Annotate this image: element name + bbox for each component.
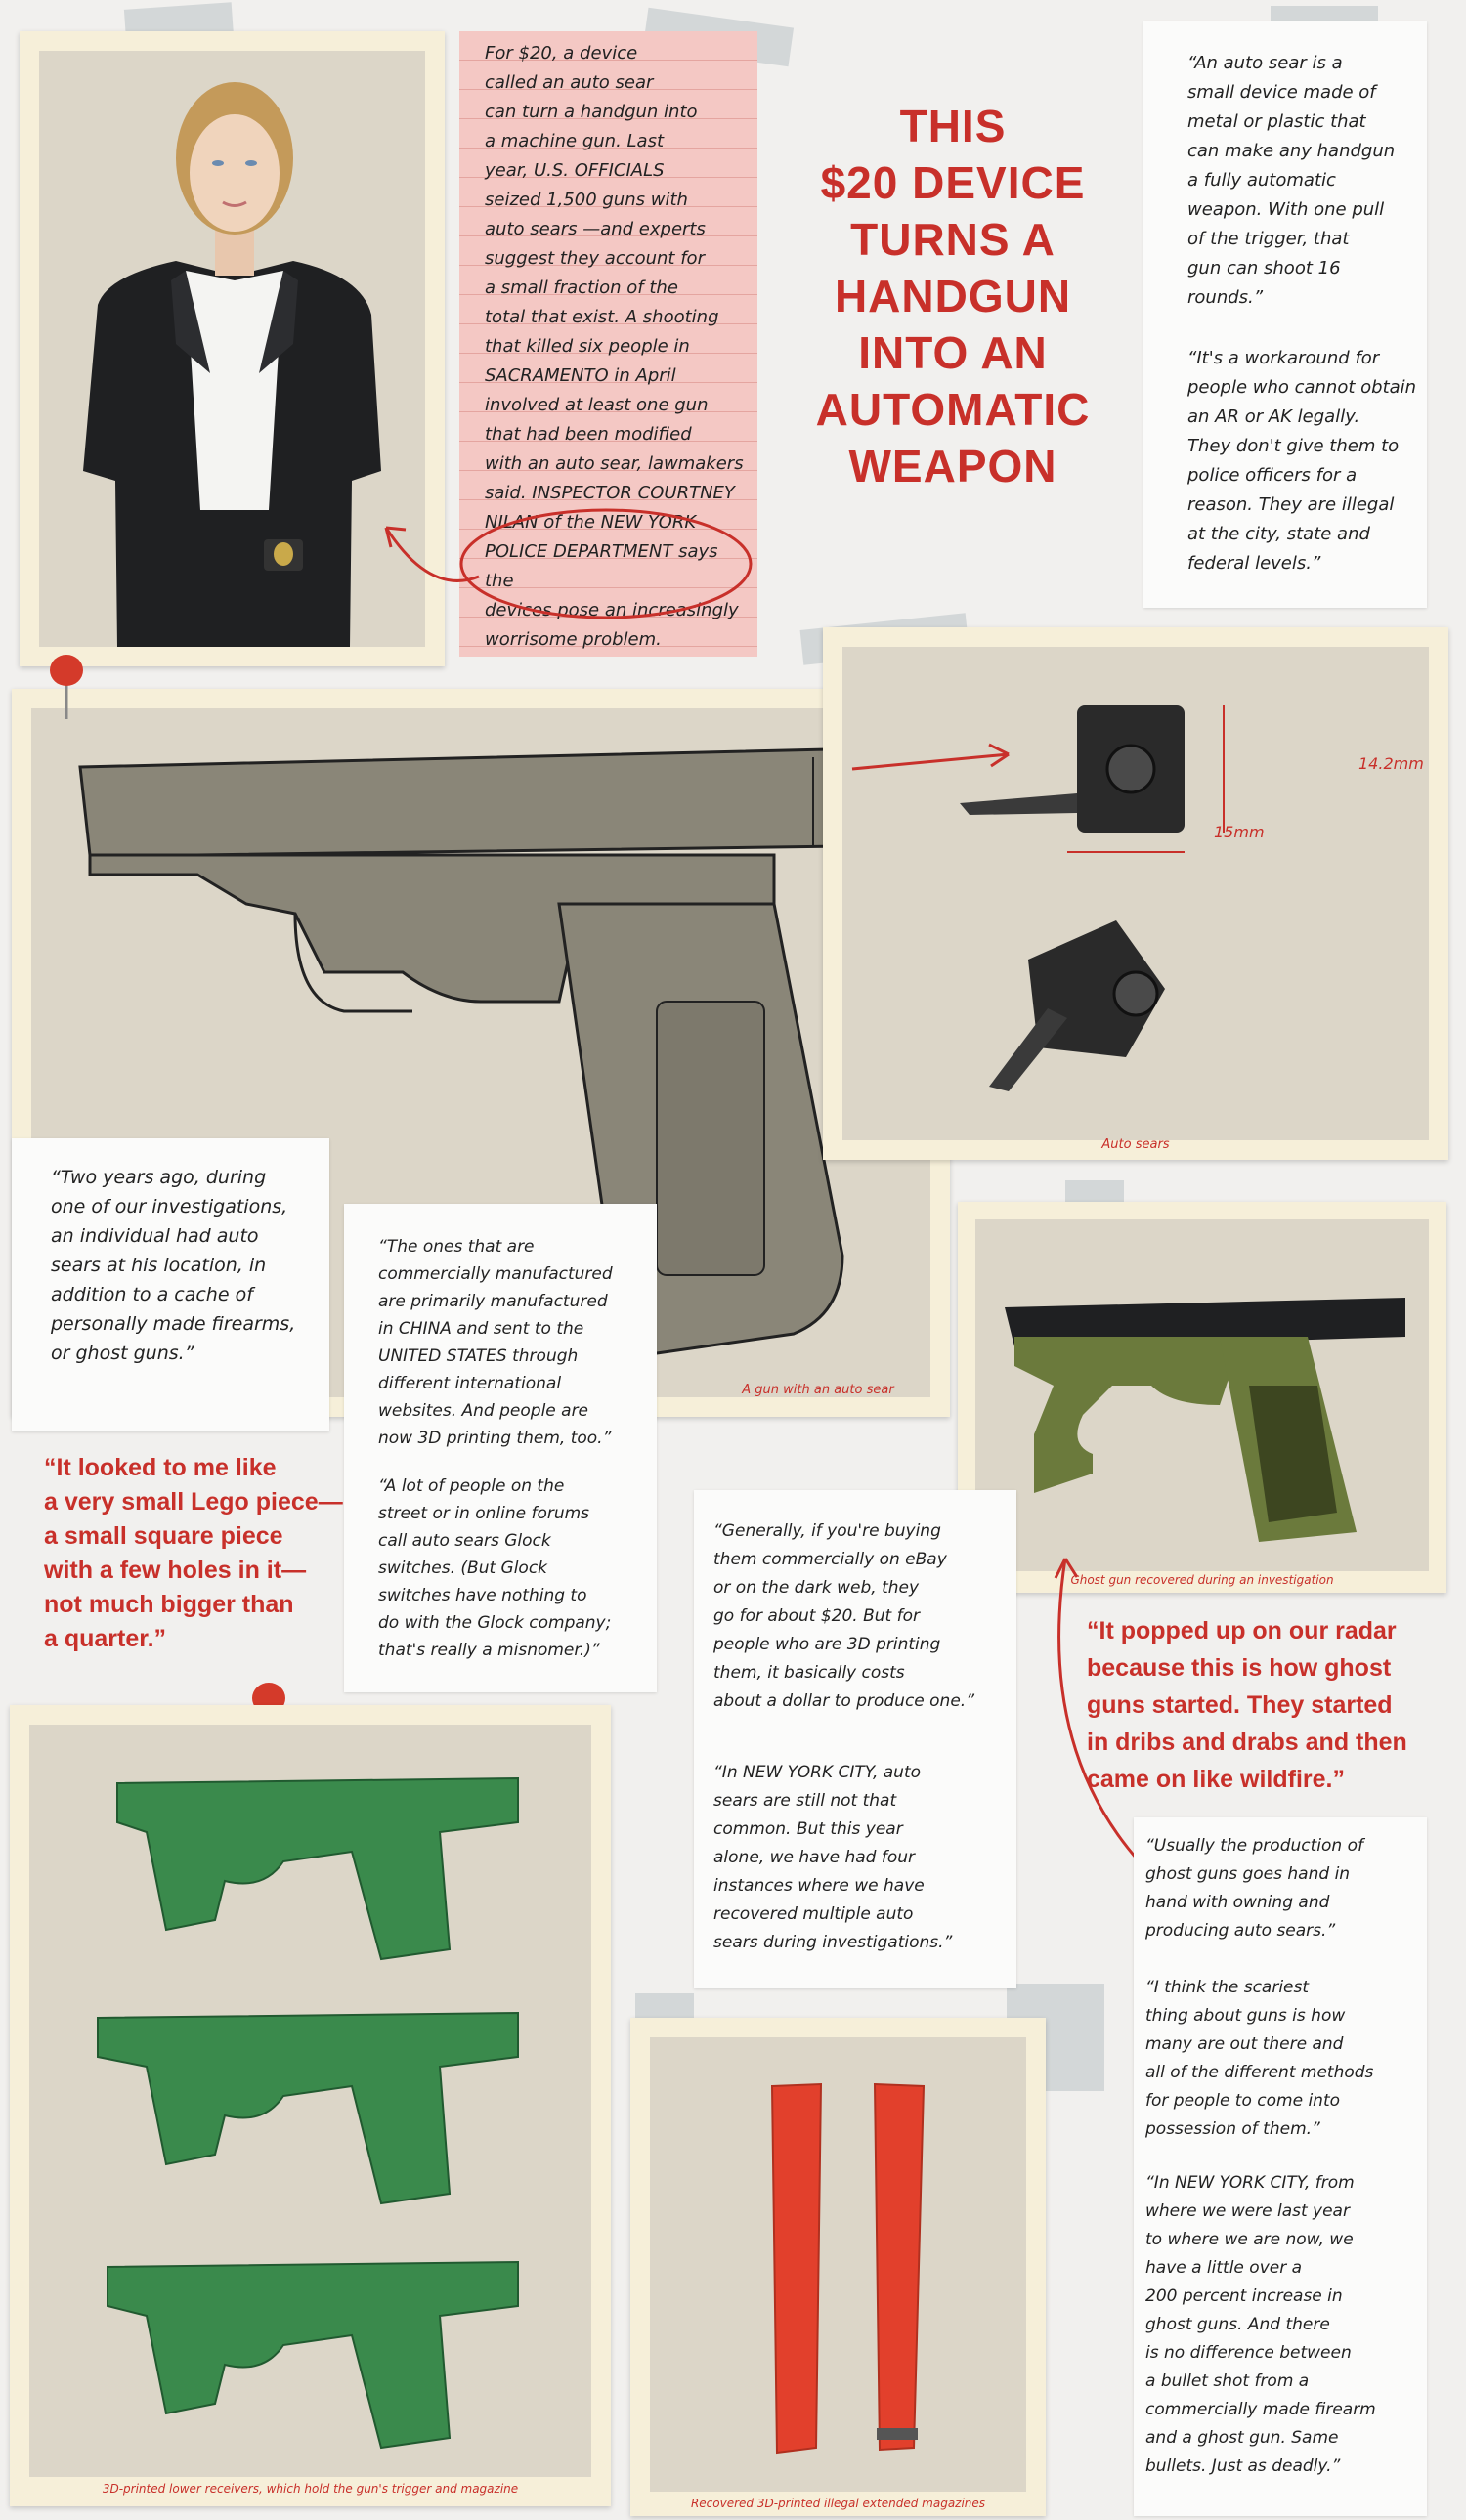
quote-generally-text: “Generally, if you're buying them commercially on eBay or on the dark web, they go for about $20. But for people who are 3D printing them, it basically costs about a dollar to produce one.” (713, 1521, 974, 1711)
quote-card-generally (694, 1490, 1016, 1988)
caption-receivers: 3D-printed lower receivers, which hold the gun's trigger and magazine (102, 2482, 519, 2496)
inspector-portrait-illustration (39, 51, 425, 647)
quote-two-years-text: “Two years ago, during one of our investigations, an individual had auto sears at his location, in addition to a cache of personally made firearms, or ghost guns.” (51, 1167, 296, 1364)
receivers-illustration (29, 1725, 591, 2477)
dimension-height: 14.2mm (1358, 754, 1424, 773)
quote-scariest-text: “I think the scariest thing about guns is how many are out there and all of the different methods for people to come into possession of them.” (1145, 1978, 1374, 2139)
caption-magazines: Recovered 3D-printed illegal extended magazines (690, 2497, 986, 2510)
quote-commercial-text: “The ones that are commercially manufactured are primarily manufactured in CHINA and sent to the UNITED STATES through different international websites. And people are now 3D printing them, too.” (378, 1237, 613, 1448)
intro-note (459, 31, 757, 657)
intro-note-text: For $20, a device called an auto sear can turn a handgun into a machine gun. Last year, U.S. OFFICIALS seized 1,500 guns with auto sears —and experts suggest they account for a small fraction of the total that exist. A shooting that killed six people in SACRAMENTO in April involved at least one gun that had been modified with an auto sear, lawmakers said. INSPECTOR COURTNEY NILAN of the NEW YORK POLICE DEPARTMENT says the devices pose an increasingly worrisome problem. (485, 43, 744, 650)
ghost-gun-photo (958, 1202, 1446, 1593)
push-pin-icon (47, 653, 86, 721)
quote-lego: “It looked to me like a very small Lego piece— a small square piece with a few holes in it— not much bigger than a quarter.” (44, 1454, 343, 1652)
quote-card-two-years (12, 1138, 329, 1431)
quote-card-commercial (344, 1204, 657, 1692)
magazines-photo (630, 2018, 1046, 2516)
dimension-width: 15mm (1214, 823, 1265, 841)
receivers-photo (10, 1705, 611, 2506)
caption-gun: A gun with an auto sear (742, 1383, 894, 1397)
caption-sears: Auto sears (1101, 1137, 1170, 1152)
auto-sears-illustration (842, 647, 1429, 1140)
quote-nyc-sears-text: “In NEW YORK CITY, auto sears are still not that common. But this year alone, we have had four instances where we have recovered multiple auto sears during investigations.” (713, 1763, 953, 1952)
caption-ghost-gun: Ghost gun recovered during an investigation (1070, 1573, 1334, 1587)
headline: THIS $20 DEVICE TURNS A HANDGUN INTO AN AUTOMATIC WEAPON (815, 101, 1091, 491)
quote-card-top-right (1143, 21, 1427, 608)
quote-card-bottom-right (1134, 1817, 1427, 2516)
quote-usually-text: “Usually the production of ghost guns goes hand in hand with owning and producing auto sears.” (1145, 1836, 1363, 1941)
quote-radar: “It popped up on our radar because this is how ghost guns started. They started in dribs and drabs and then came on like wildfire.” (1087, 1617, 1407, 1793)
quote-glock-switch-text: “A lot of people on the street or in online forums call auto sears Glock switches. (But Glock switches have nothing to do with the Glock company; that's really a misnomer.)” (378, 1476, 612, 1660)
auto-sears-photo (823, 627, 1448, 1160)
highlight-circle (459, 491, 757, 637)
arrow-icon (371, 508, 498, 606)
magazines-illustration (650, 2037, 1026, 2492)
quote-auto-sear-definition: “An auto sear is a small device made of metal or plastic that can make any handgun a fully automatic weapon. With one pull of the trigger, that gun can shoot 16 rounds.” (1187, 53, 1396, 308)
quote-nyc-increase-text: “In NEW YORK CITY, from where we were last year to where we are now, we have a little over a 200 percent increase in ghost guns. And there is no difference between a bullet shot from a commercially made firearm and a ghost gun. Same bullets. Just as deadly.” (1145, 2173, 1376, 2476)
ghost-gun-illustration (975, 1219, 1429, 1571)
quote-workaround: “It's a workaround for people who cannot obtain an AR or AK legally. They don't give them to police officers for a reason. They are illegal at the city, state and federal levels.” (1187, 348, 1417, 574)
